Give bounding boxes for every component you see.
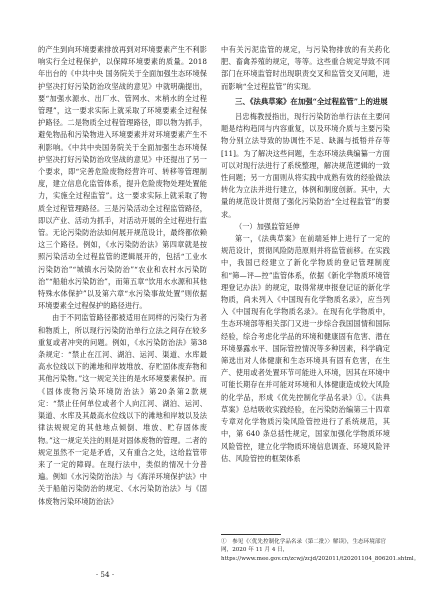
right-column <box>221 44 390 465</box>
body-paragraph: 中有关污泥监管的规定，与污染物排放的有关药化肥、畜禽养殖的规定，等等。这些重合规定导致不同部门在环境监管时出现职责交叉和监管交叉问题，进而影响“全过程监管”的实现。 <box>221 45 390 91</box>
subsection-heading: （一）加强监管延伸 <box>235 221 300 231</box>
left-column <box>38 44 207 508</box>
footnote-divider <box>221 534 281 535</box>
body-paragraph: 第一，《法典草案》在前端延伸上进行了一定的规范设计，贯彻风险防范原则并将监管前移。在实践中，我国已经建立了新化学物质的登记管理制度和“筛—评—控”监管体系，依据《新化学物质环境管理登记办法》的规定，取得常规申报登记证的新化学物质，尚未列入《中国现有化学物质名录》，应当列入《中国现有化学物质名录》。在现有化学物质中，生态环境部等相关部门又进一步综合我国国情和国际经验，综合考虑化学品的环境和健康固有危害、潜在环境暴露水平、国际管控情况等多种因素，科学确定筛选出对人体健康和生态环境具有固有危害，在生产、使用或者处置环节可能进入环境，因其在环境中可能长期存在并可能对环境和人体健康造成较大风险的化学品，形成《优先控制化学品名录》①。《法典草案》总结吸收实践经验，在污染防治编第三十四章专章对化学物质污染风险管控进行了系统规范，其中，第 640 条总括性规定，国家加强化学物质环境风险管控，建立化学物质环境信息调查、环境风险评估、风险管控的框架体系 <box>221 234 390 463</box>
section-heading: 三、《法典草案》在加强“全过程监管”上的进展 <box>235 96 388 106</box>
body-paragraph: 由于不同监管路径都被适用在同样的污染行为者和物质上，所以现行污染防治单行立法之间存在较多重复或者冲突的问题。例如，《水污染防治法》第38条规定：“禁止在江河、湖泊、运河、渠道、水库最高水位线以下的滩地和岸坡堆放、存贮固体废弃物和其他污染物。”这一规定关注的是水环境要素保护。而《固体废物污染环境防治法》第20条第2款规定：“禁止任何单位或者个人向江河、湖泊、运河、渠道、水库及其最高水位线以下的滩地和岸坡以及法律法规规定的其他地点倾倒、堆放、贮存固体废物。”这一规定关注的则是对固体废物的管理。二者的规定虽然不一定是矛盾，又有重合之处，这给监管带来了一定的障碍。在现行法中，类似的情况十分普遍。例如《水污染防治法》与《海洋环境保护法》中关于船舶污染防治的规定、《水污染防治法》与《固体废物污染环境防治法》 <box>38 313 207 506</box>
footnote: ① 参见《〈优先控制化学品名录（第二批）〉解读》，生态环境部官网，2020 年 11 月 4 日，https://www.mee.gov.cn/zcwj/zcjd/202011/t20201104_806201.shtml。 <box>221 539 420 562</box>
body-paragraph: 的产生到向环境要素排放再到对环境要素产生不利影响实行全过程保护，以保障环境要素的质量。2018年出台的《中共中央 国务院关于全面加强生态环境保护坚决打好污染防治攻坚战的意见》中就明确提出，要“加强水源水、出厂水、管网水、末梢水的全过程管理”，这一要求实际上就采取了环境要素全过程保护路径。二是物质全过程管理路径，即以物为抓手，避免物品和污染物进入环境要素并对环境要素产生不利影响。《中共中央国务院关于全面加强生态环境保护坚决打好污染防治攻坚战的意见》中还提出了另一个要求，即“完善危险废物经营许可、转移等管理制度，建立信息化监管体系，提升危险废物处理处置能力，实施全过程监管”。这一要求实际上就采取了物质全过程管理路径。三是污染活动全过程监管路径，即以产业、活动为抓手，对活动开展的全过程进行监管。无论污染防治法如何展开规范设计，最终都依赖这三个路径。例如，《水污染防治法》第四章就是按照污染活动全过程监管的逻辑展开的，包括“工业水污染防治”“城镇水污染防治”“农业和农村水污染防治”“船舶水污染防治”，而第五章“饮用水水源和其他特殊水体保护”以及第六章“水污染事故处置”则依据环境要素全过程保护的路径进行。 <box>38 45 207 311</box>
body-paragraph: 吕忠梅教授指出，现行污染防治单行法在主要问题是结构趋同与内容重复，以及环境介质与主要污染物分别立法导致的协调性不足、缺漏与抵牾并存等[11]。为了解决这些问题，生态环境法典编纂一方面可以对现行法进行了系统整理，解决规范逻辑的一致性问题；另一方面则从将实践中成熟有效的经验做法转化为立法并进行建立，体例和制度创新。其中，大量的规范设计贯彻了强化污染防治“全过程监管”的要求。 <box>221 112 390 219</box>
page-number: · 54 · <box>95 570 115 579</box>
